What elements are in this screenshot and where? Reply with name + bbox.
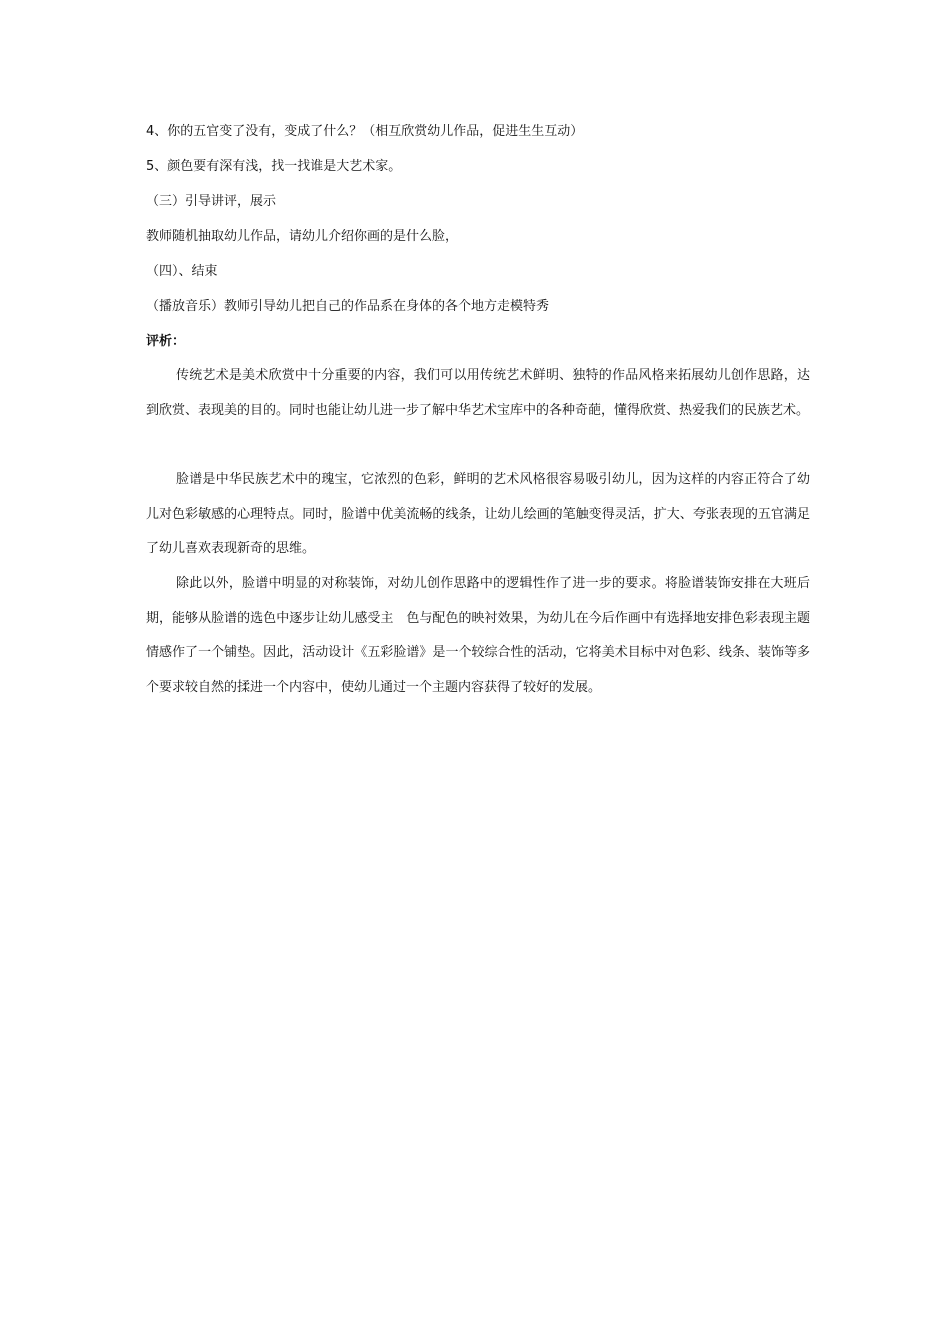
review-paragraph-2: 脸谱是中华民族艺术中的瑰宝，它浓烈的色彩，鲜明的艺术风格很容易吸引幼儿，因为这样的内容正符合了幼儿对色彩敏感的心理特点。同时，脸谱中优美流畅的线条，让幼儿绘画的笔触变得灵活，扩大、夸张表现的五官满足了幼儿喜欢表现新奇的思维。 <box>146 472 810 556</box>
step-4-text: 4、你的五官变了没有，变成了什么？（相互欣赏幼儿作品，促进生生互动） <box>146 124 584 139</box>
review-heading: 评析： <box>146 334 186 349</box>
step-5-text: 5、颜色要有深有浅，找一找谁是大艺术家。 <box>146 159 402 174</box>
section-4-heading: （四）、结束 <box>146 264 218 279</box>
section-4-body: （播放音乐）教师引导幼儿把自己的作品系在身体的各个地方走模特秀 <box>146 299 550 314</box>
review-paragraph-3: 除此以外，脸谱中明显的对称装饰，对幼儿创作思路中的逻辑性作了进一步的要求。将脸谱装饰安排在大班后期，能够从脸谱的选色中逐步让幼儿感受主 色与配色的映衬效果，为幼儿在今后作画中有选择地安排色彩表现主题情感作了一个铺垫。因此，活动设计《五彩脸谱》是一个较综合性的活动，它将美术目标中对色彩、线条、装饰等多个要求较自然的揉进一个内容中，使幼儿通过一个主题内容获得了较好的发展。 <box>146 576 810 695</box>
section-3-heading: （三）引导讲评，展示 <box>146 194 277 209</box>
review-paragraph-1: 传统艺术是美术欣赏中十分重要的内容，我们可以用传统艺术鲜明、独特的作品风格来拓展幼儿创作思路，达到欣赏、表现美的目的。同时也能让幼儿进一步了解中华艺术宝库中的各种奇葩，懂得欣赏、热爱我们的民族艺术。 <box>146 368 810 418</box>
section-3-body: 教师随机抽取幼儿作品，请幼儿介绍你画的是什么脸， <box>146 229 459 244</box>
